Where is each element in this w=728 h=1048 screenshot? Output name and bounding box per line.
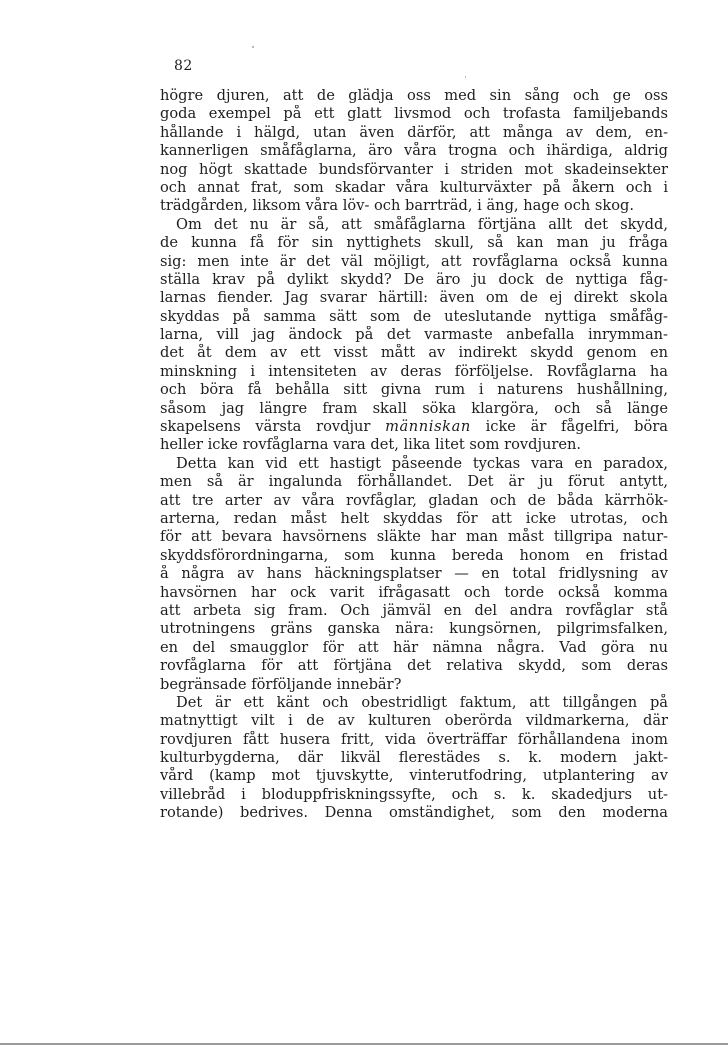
text-line: det åt dem av ett visst mått av indirekt skydd genom en: [160, 344, 668, 362]
text-line: de kunna få för sin nyttighets skull, så kan man ju fråga: [160, 234, 668, 252]
text-line: såsom jag längre fram skall söka klargöra, och så länge: [160, 399, 668, 417]
emphasized-word: människan: [385, 418, 471, 436]
text-line: en del smaugglor för att här nämna några. Vad göra nu: [160, 638, 668, 656]
text-line: skyddsförordningarna, som kunna bereda honom en fristad: [160, 546, 668, 564]
text-line: Om det nu är så, att småfåglarna förtjäna allt det skydd,: [176, 215, 668, 233]
text-line: heller icke rovfåglarna vara det, lika litet som rovdjuren.: [160, 436, 582, 454]
page-number: 82: [174, 58, 193, 74]
text-line: hållande i hälgd, utan även därför, att många av dem, en-: [160, 123, 668, 141]
text-line: utrotningens gräns ganska nära: kungsörnen, pilgrimsfalken,: [160, 620, 668, 638]
text-line: skapelsens värsta rovdjur människan icke är fågelfri, böra: [160, 418, 668, 436]
body-text: [160, 87, 668, 823]
text-line: att tre arter av våra rovfåglar, gladan och de båda kärrhök-: [160, 491, 668, 509]
text-line: matnyttigt vilt i de av kulturen oberörda vildmarkerna, där: [160, 712, 668, 730]
text-line: arterna, redan måst helt skyddas för att icke utrotas, och: [160, 509, 668, 527]
text-line: vård (kamp mot tjuvskytte, vinterutfodring, utplantering av: [160, 767, 668, 785]
text-line: kulturbygderna, där likväl flerestädes s. k. modern jakt-: [160, 749, 668, 767]
text-line: å några av hans häckningsplatser — en total fridlysning av: [160, 565, 668, 583]
text-line: villebråd i bloduppfriskningssyfte, och s. k. skadedjurs ut-: [160, 785, 668, 803]
scan-speck: [465, 76, 466, 78]
text-line: skyddas på samma sätt som de uteslutande nyttiga småfåg-: [160, 307, 668, 325]
text-line: havsörnen har ock varit ifrågasatt och torde också komma: [160, 583, 668, 601]
text-line: kannerligen småfåglarna, äro våra trogna och ihärdiga, aldrig: [160, 142, 668, 160]
text-line: larnas fiender. Jag svarar härtill: även om de ej direkt skola: [160, 289, 668, 307]
text-line: och böra få behålla sitt givna rum i naturens hushållning,: [160, 381, 668, 399]
text-line: begränsade förföljande innebär?: [160, 675, 402, 693]
text-line: rotande) bedrives. Denna omständighet, som den moderna: [160, 804, 668, 822]
text-line: för att bevara havsörnens släkte har man måst tillgripa natur-: [160, 528, 668, 546]
text-line: högre djuren, att de glädja oss med sin sång och ge oss: [160, 87, 668, 104]
text-line: Det är ett känt och obestridligt faktum, att tillgången på: [176, 693, 668, 711]
text-line: och annat frat, som skadar våra kulturväxter på åkern och i: [160, 178, 668, 196]
text-line: larna, vill jag ändock på det varmaste anbefalla inrymman-: [160, 326, 668, 344]
text-line: ställa krav på dylikt skydd? De äro ju dock de nyttiga fåg-: [160, 270, 668, 288]
text-line: att arbeta sig fram. Och jämväl en del andra rovfåglar stå: [160, 601, 668, 619]
text-line: rovdjuren fått husera fritt, vida överträffar förhållandena inom: [160, 730, 668, 748]
scan-speck: [252, 46, 254, 48]
text-line: goda exempel på ett glatt livsmod och trofasta familjebands: [160, 105, 668, 123]
text-line: men så är ingalunda förhållandet. Det är ju förut antytt,: [160, 473, 668, 491]
text-line: rovfåglarna för att förtjäna det relativa skydd, som deras: [160, 657, 668, 675]
text-line: sig: men inte är det väl möjligt, att rovfåglarna också kunna: [160, 252, 668, 270]
text-line: trädgården, liksom våra löv- och barrträd, i äng, hage och skog.: [160, 197, 635, 215]
text-line: minskning i intensiteten av deras förföljelse. Rovfåglarna ha: [160, 362, 668, 380]
text-line: Detta kan vid ett hastigt påseende tyckas vara en paradox,: [176, 454, 668, 472]
text-line: nog högt skattade bundsförvanter i striden mot skadeinsekter: [160, 160, 668, 178]
page-bottom-edge: [0, 1043, 728, 1045]
